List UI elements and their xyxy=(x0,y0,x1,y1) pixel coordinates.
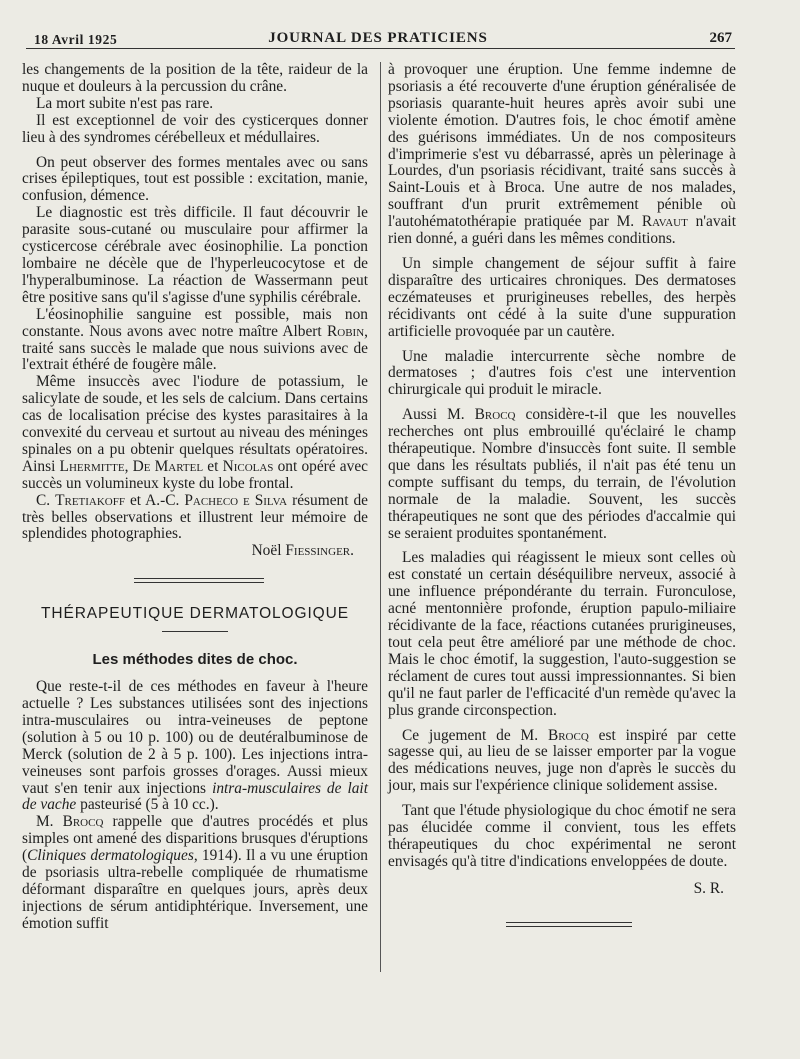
author-name: Fiessinger xyxy=(285,542,351,560)
author-name: Lhermitte xyxy=(59,457,125,475)
text-run: et A.-C. xyxy=(129,491,180,509)
text-run: Noël xyxy=(251,542,282,560)
author-name: Brocq xyxy=(62,813,104,831)
journal-title: JOURNAL DES PRATICIENS xyxy=(268,30,488,46)
paragraph: Il est exceptionnel de voir des cysticerques donner lieu à des syndromes cérébelleux et médullaires. xyxy=(22,111,368,146)
paragraph xyxy=(22,679,368,814)
text-run: . xyxy=(350,542,354,560)
paragraph xyxy=(388,728,736,796)
text-run: Ce jugement de M. xyxy=(402,726,539,744)
article-subtitle: Les méthodes dites de choc. xyxy=(92,651,298,669)
text-run: résument de très belles observations et illustrent leur mémoire de splendides photographies. xyxy=(22,491,368,543)
text-run: Que reste-t-il de ces méthodes en faveur à l'heure actuelle ? Les substances utilisées sont des injections intra-musculaires ou intra-veineuses de peptone (solution à 5 ou 10 p. 100) ou de deutéralbuminose de Merck (solution de 2 à 5 p. 100). Les injections intra-veineuses sont parfois grosses d'orages. Aussi mieux vaut s'en tenir aux injections xyxy=(22,678,368,797)
text-run: C. xyxy=(36,491,51,509)
text-run: Aussi M. xyxy=(402,406,465,424)
author-name: Tretiakoff xyxy=(55,491,125,509)
issue-date: 18 Avril 1925 xyxy=(34,32,118,47)
text-run: L'éosinophilie sanguine est possible, mais non constante. Nous avons avec notre maître Albert xyxy=(22,305,368,340)
emphasis: intra-musculaires de lait de vache xyxy=(22,779,368,814)
text-run: M. xyxy=(36,813,54,831)
right-column xyxy=(388,62,736,930)
emphasis: Cliniques dermatologiques xyxy=(27,847,194,865)
left-column xyxy=(22,62,368,933)
section-title: THÉRAPEUTIQUE DERMATOLOGIQUE xyxy=(41,605,349,623)
column-divider xyxy=(380,62,381,972)
text-run: considère-t-il que les nouvelles recherches ont plus embrouillé qu'éclairé le champ thérapeutique. Nombre d'insuccès font suite. Il semble que dans les résultats publiés, il n'ait pas été tenu un compte suffisant du temps, du terrain, de l'évolution normale de la maladie. Souvent, les succès thérapeutiques ne sont que des périodes d'accalmie qui se seraient produites spontanément. xyxy=(388,406,736,542)
text-run: n'avait rien donné, a guéri dans les mêmes conditions. xyxy=(388,213,736,248)
paragraph xyxy=(22,814,368,932)
author-name: Robin xyxy=(326,322,365,340)
page-header xyxy=(26,20,730,50)
text-run: , xyxy=(124,457,129,475)
paragraph: Tant que l'étude physiologique du choc émotif ne sera pas élucidée comme il convient, tous les effets thérapeutiques du choc expérimental ne seront envisagés qu'à titre d'indications enveloppées de doute. xyxy=(388,802,736,870)
paragraph xyxy=(22,374,368,492)
text-run: rappelle que d'autres procédés et plus simples ont amené des disparitions brusques d'éruptions ( xyxy=(22,813,368,865)
text-run: et xyxy=(207,457,219,475)
paragraph: Un simple changement de séjour suffit à faire disparaître des urticaires chroniques. Des dermatoses eczémateuses et prurigineuses rebelles, des herpès récidivants ont cédé à la suite d'une suppuration artificielle provoquée par un cautère. xyxy=(388,254,736,340)
author-name: De Martel xyxy=(132,457,204,475)
paragraph xyxy=(388,62,736,248)
paragraph: Les maladies qui réagissent le mieux sont celles où est constaté un certain déséquilibre nerveux, associé à une influence prépondérante du terrain. Furonculose, acné mentonnière profonde, éruption papulo-miliaire récidivante de la face, réactions cutanées prurigineuses, tout cela peut être amélioré par une méthode de choc. Mais le choc émotif, la suggestion, l'auto-suggestion se réclament de cures tout aussi impressionnantes. Si bien qu'il ne faut parler de l'efficacité d'un remède qu'avec la plus grande circonspection. xyxy=(388,549,736,719)
section-separator xyxy=(134,576,264,586)
author-signature: S. R. xyxy=(693,879,724,897)
paragraph xyxy=(22,307,368,375)
end-separator xyxy=(506,920,632,930)
author-name: Pacheco e Silva xyxy=(184,491,288,509)
author-name: Nicolas xyxy=(222,457,274,475)
text-run: pasteurisé (5 à 10 cc.). xyxy=(80,796,219,814)
title-rule xyxy=(162,631,228,632)
author-signature xyxy=(22,543,354,560)
paragraph: Le diagnostic est très difficile. Il faut découvrir le parasite sous-cutané ou musculaire pour affirmer la cysticercose cérébrale avec éosinophilie. La ponction lombaire ne décèle que de l'hyperleucocytose et de l'hyperalbuminose. La réaction de Wassermann peut être positive sans qu'il s'agisse d'une syphilis cérébrale. xyxy=(22,204,368,306)
paragraph: La mort subite n'est pas rare. xyxy=(36,94,214,112)
paragraph xyxy=(22,493,368,544)
paragraph: les changements de la position de la tête, raideur de la nuque et douleurs à la percussion du crâne. xyxy=(22,61,368,95)
header-rule xyxy=(26,48,735,49)
author-name: Brocq xyxy=(547,726,589,744)
text-run: ont opéré avec succès un volumineux kyste du lobe frontal. xyxy=(22,457,368,492)
text-run: , 1914). Il a vu une éruption de psoriasis ultra-rebelle compliquée de rhumatisme déformant disparaître en quelques jours, après deux injections de sérum antidiphtérique. Inversement, une émotion suffit xyxy=(22,847,368,932)
author-name: Brocq xyxy=(474,406,516,424)
paragraph: On peut observer des formes mentales avec ou sans crises épileptiques, tout est possible : excitation, manie, confusion, démence. xyxy=(22,153,368,205)
text-run: est inspiré par cette sagesse qui, au lieu de se laisser emporter par la vogue des médications neuves, juge non d'après le succès du jour, mais sur l'expérience clinique solidement assise. xyxy=(388,726,736,795)
paragraph: Une maladie intercurrente sèche nombre de dermatoses ; d'autres fois c'est une intervention chirurgicale qui produit le miracle. xyxy=(388,347,736,399)
text-run: , traité sans succès le malade que nous suivions avec de l'extrait éthéré de fougère mâle. xyxy=(22,322,368,374)
paragraph xyxy=(388,407,736,542)
text-run: à provoquer une éruption. Une femme indemne de psoriasis a été recouverte d'une éruption généralisée de psoriasis quarante-huit heures après avoir subi une violente émotion. D'autres fois, le choc émotif amène des guérisons immédiates. Un de nos compositeurs d'imprimerie s'est vu débarrassé, après un pèlerinage à Lourdes, d'un psoriasis récidivant, traité sans succès à Saint-Louis et à Broca. Une autre de nos malades, souffrant d'un prurit extrêmement pénible où l'autohématothérapie pratiquée par M. xyxy=(388,61,736,231)
page-number: 267 xyxy=(709,30,732,46)
author-name: Ravaut xyxy=(641,213,688,231)
text-run: Même insuccès avec l'iodure de potassium, le salicylate de soude, et les sels de calcium. Dans certains cas de localisation précise des kystes parasitaires à la convexité du cerveau et surtout au niveau des méninges spinales on a pu obtenir quelques résultats opératoires. Ainsi xyxy=(22,373,368,475)
